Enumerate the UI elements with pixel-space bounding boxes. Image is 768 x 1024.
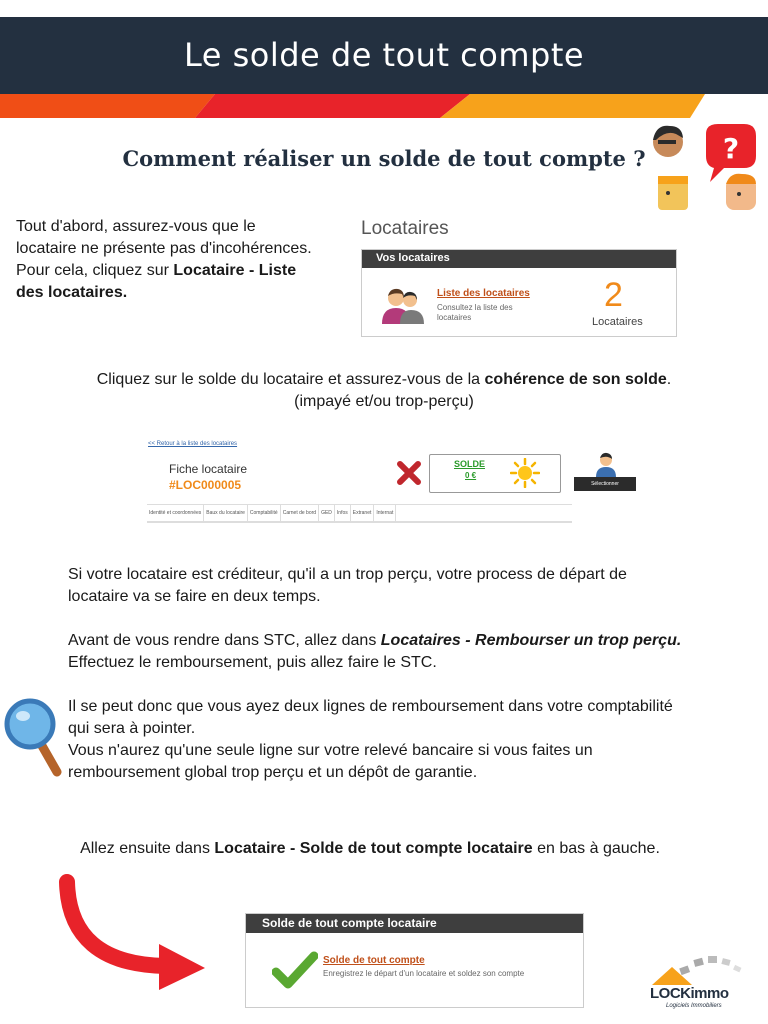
trop-percu-p3-line2: Vous n'aurez qu'une seule ligne sur votre relevé bancaire si vous faites un remboursement global trop perçu et un dépôt de garantie. <box>68 742 593 781</box>
locataires-list-link[interactable]: Liste des locataires <box>437 288 530 299</box>
fiche-label: Fiche locataire <box>169 462 248 476</box>
green-check-icon <box>272 950 318 990</box>
locataires-list-desc: Consultez la liste des locataires <box>437 303 513 322</box>
page-title: Le solde de tout compte <box>183 36 585 74</box>
red-curved-arrow-icon <box>55 874 210 996</box>
tab-identite[interactable]: Identité et coordonnées <box>147 505 204 522</box>
sun-icon <box>510 458 540 488</box>
trop-percu-explanation <box>68 564 688 806</box>
stc-panel-title: Solde de tout compte locataire <box>262 916 437 930</box>
section-subtitle: Comment réaliser un solde de tout compte ? <box>122 146 646 171</box>
solde-box[interactable] <box>429 454 561 493</box>
trop-percu-p2-suffix: Effectuez le remboursement, puis allez faire le STC. <box>68 654 437 671</box>
stc-instruction <box>60 838 680 860</box>
locataires-count: 2 <box>604 276 623 314</box>
back-to-list-link[interactable]: << Retour à la liste des locataires <box>148 441 238 447</box>
tab-comptabilite[interactable]: Comptabilité <box>248 505 281 522</box>
tab-extranet[interactable]: Extranet <box>351 505 375 522</box>
solde-instruction <box>30 369 738 413</box>
tab-internat[interactable]: Internat <box>374 505 396 522</box>
solde-instruction-bold: cohérence de son solde <box>484 371 667 388</box>
people-chat-icon <box>646 118 764 222</box>
header-stripe <box>0 94 768 118</box>
users-icon <box>380 286 426 326</box>
tab-carnet[interactable]: Carnet de bord <box>281 505 319 522</box>
trop-percu-p2-bold: Locataires - Rembourser un trop perçu. <box>380 632 682 649</box>
trop-percu-p2-prefix: Avant de vous rendre dans STC, allez dans <box>68 632 381 649</box>
locataires-heading: Locataires <box>361 218 449 239</box>
solde-instruction-line2: (impayé et/ou trop-perçu) <box>294 393 474 410</box>
intro-line2-prefix: Pour cela, cliquez sur <box>16 262 174 279</box>
stc-instruction-suffix: en bas à gauche. <box>532 840 660 857</box>
locataires-panel <box>361 249 677 337</box>
fiche-locataire-screenshot <box>145 437 635 529</box>
fiche-id: #LOC000005 <box>169 478 242 492</box>
solde-instruction-suffix: . <box>666 371 672 388</box>
lockimmo-logo-tagline: Logiciels Immobiliers <box>666 1003 722 1009</box>
intro-line2-bold: Locataire - Liste des locataires. <box>16 262 297 301</box>
tab-infos[interactable]: Infos <box>335 505 351 522</box>
lockimmo-logo-name: LOCKimmo <box>650 985 729 1002</box>
trop-percu-p3 <box>68 696 688 784</box>
user-avatar-icon <box>593 451 619 477</box>
solde-value: 0 € <box>465 471 477 480</box>
locataires-count-label: Locataires <box>592 316 643 328</box>
intro-line1: Tout d'abord, assurez-vous que le locataire ne présente pas d'incohérences. <box>16 218 312 257</box>
stc-panel <box>245 913 584 1008</box>
lockimmo-logo-mark <box>650 953 745 987</box>
trop-percu-p3-line1: Il se peut donc que vous ayez deux lignes de remboursement dans votre comptabilité qui sera à pointer. <box>68 698 673 737</box>
stc-link[interactable]: Solde de tout compte <box>323 955 425 966</box>
intro-text <box>16 216 316 304</box>
svg-text:?: ? <box>722 132 740 165</box>
tab-baux[interactable]: Baux du locataire <box>204 505 248 522</box>
select-button[interactable]: Sélectionner <box>574 477 636 491</box>
tab-ged[interactable]: GED <box>319 505 335 522</box>
magnifier-icon <box>3 696 65 780</box>
red-x-icon <box>396 460 422 486</box>
solde-instruction-prefix: Cliquez sur le solde du locataire et assurez-vous de la <box>96 371 485 388</box>
stc-desc: Enregistrez le départ d'un locataire et soldez son compte <box>323 969 525 978</box>
stc-instruction-prefix: Allez ensuite dans <box>80 840 215 857</box>
solde-label: SOLDE <box>454 459 486 469</box>
trop-percu-p1: Si votre locataire est créditeur, qu'il a un trop perçu, votre process de départ de locataire va se faire en deux temps. <box>68 566 627 605</box>
fiche-divider <box>147 521 572 522</box>
locataires-panel-title: Vos locataires <box>376 252 450 264</box>
trop-percu-p2 <box>68 630 688 674</box>
stc-instruction-bold: Locataire - Solde de tout compte locataire <box>214 840 533 857</box>
